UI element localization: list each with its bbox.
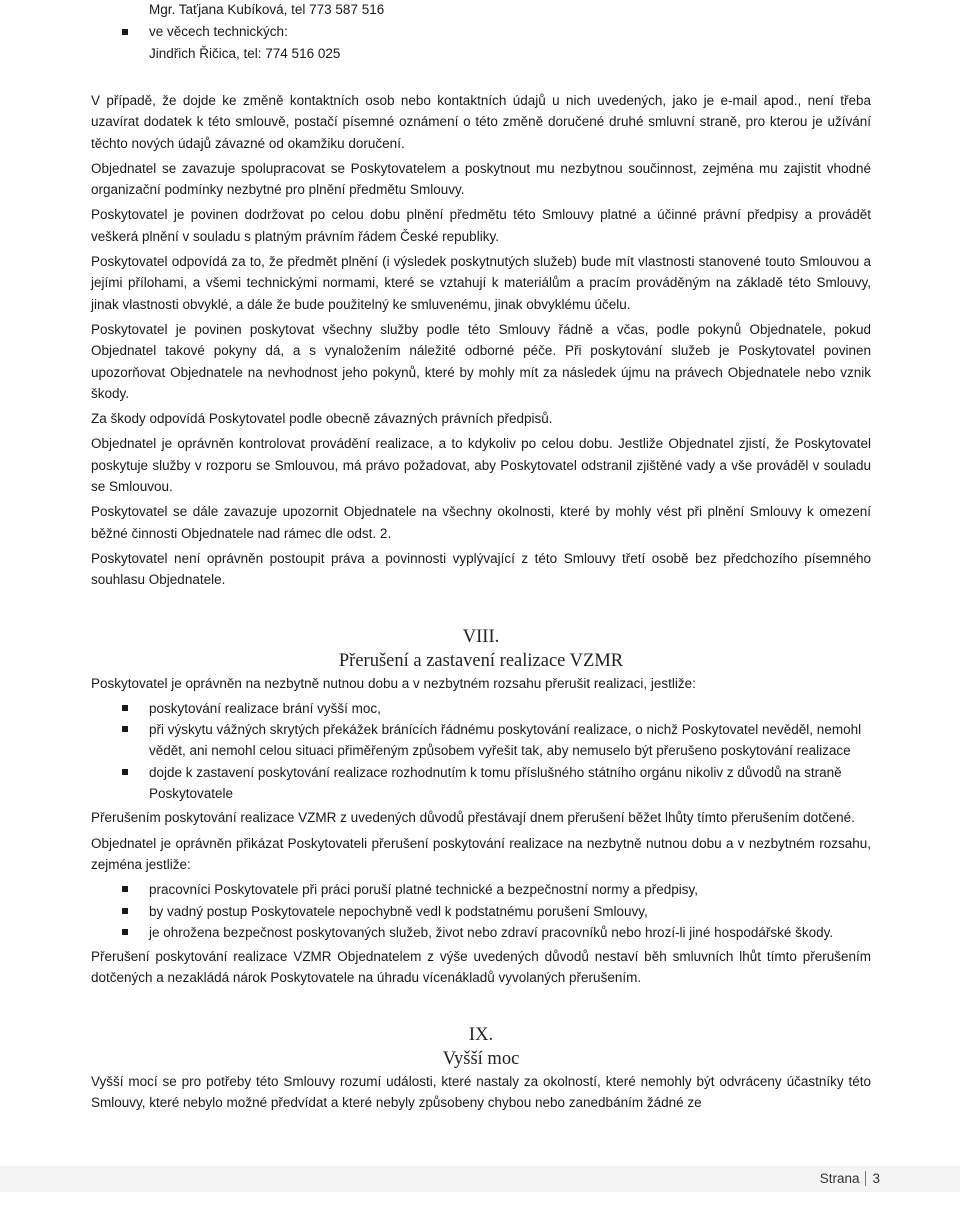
list-item-text: dojde k zastavení poskytování realizace rozhodnutím k tomu příslušného státního orgánu nikoliv z důvodů na straně Poskytovatele [149,764,842,802]
list-item-text: pracovníci Poskytovatele při práci poruší platné technické a bezpečnostní normy a předpisy, [149,882,699,898]
paragraph: V případě, že dojde ke změně kontaktních osob nebo kontaktních údajů u nich uvedených, jako je e-mail apod., není třeba uzavírat dodatek k této smlouvě, postačí písemné oznámení o této změně doručené druhé smluvní straně, pro kterou je užívání těchto nových údajů závazné od okamžiku doručení. [91,93,871,151]
section-number: IX. [468,1024,494,1045]
contact-item [91,0,871,21]
bullet-list [91,879,871,943]
list-item [91,901,871,922]
list-item [91,922,871,943]
list-item-text: poskytování realizace brání vyšší moc, [149,700,381,716]
footer-bar [0,1166,960,1192]
page-label: Strana [819,1171,860,1186]
list-item-text: je ohrožena bezpečnost poskytovaných služeb, život nebo zdraví pracovníků nebo hrozí-li jiné hospodářské škody. [149,924,834,940]
bullet-icon [122,705,128,711]
page-number: 3 [872,1171,880,1186]
paragraph: Poskytovatel se dále zavazuje upozornit Objednatele na všechny okolnosti, které by mohly vést při plnění Smlouvy k omezení běžné činnosti Objednatele nad rámec dle odst. 2. [91,504,871,541]
list-item-text: při výskytu vážných skrytých překážek bránících řádnému poskytování realizace, o nichž Poskytovatel nevěděl, nemohl vědět, ani nemohl celou situaci přiměřeným způsobem vyřešit tak, aby nemuselo být přerušeno poskytování realizace [149,722,862,759]
bullet-list [91,698,871,804]
paragraph: Objednatel je oprávněn kontrolovat provádění realizace, a to kdykoliv po celou dobu. Jestliže Objednatel zjistí, že Poskytovatel poskytuje služby v rozporu se Smlouvou, má právo požadovat, aby Poskytovatel odstranil zjištěné vady a vše prováděl v souladu se Smlouvou. [91,436,871,495]
paragraph: Přerušením poskytování realizace VZMR z uvedených důvodů přestávají dnem přerušení běžet lhůty tímto přerušením dotčené. [91,810,855,826]
contact-item [91,43,871,65]
bullet-icon [122,929,128,935]
list-item-text: by vadný postup Poskytovatele nepochybně vedl k podstatnému porušení Smlouvy, [149,903,648,919]
bullet-icon [122,769,128,775]
list-item [91,879,871,900]
list-item [91,698,871,719]
paragraph: Poskytovatel není oprávněn postoupit práva a povinnosti vyplývající z této Smlouvy třetí osobě bez předchozího písemného souhlasu Objednatele. [91,550,871,588]
footer-divider [865,1171,866,1186]
contact-text: Jindřich Řičica, tel: 774 516 025 [149,46,341,61]
contact-text: Mgr. Taťjana Kubíková, tel 773 587 516 [149,2,385,17]
bullet-icon [122,29,128,35]
paragraph: Poskytovatel je povinen dodržovat po celou dobu plnění předmětu této Smlouvy platné a účinné právní předpisy a provádět veškerá plnění v souladu s platným právním řádem České republiky. [91,207,871,244]
bullet-icon [122,886,128,892]
paragraph: Poskytovatel je oprávněn na nezbytně nutnou dobu a v nezbytném rozsahu přerušit realizaci, jestliže: [91,675,696,691]
list-item [91,719,871,762]
paragraph: Objednatel je oprávněn přikázat Poskytovateli přerušení poskytování realizace na nezbytně nutnou dobu a v nezbytném rozsahu, zejména jestliže: [91,835,871,872]
bullet-icon [122,908,128,914]
list-item [91,762,871,805]
paragraph: Za škody odpovídá Poskytovatel podle obecně závazných právních předpisů. [91,411,553,427]
section-number: VIII. [462,626,500,647]
paragraph: Vyšší mocí se pro potřeby této Smlouvy rozumí události, které nastaly za okolností, které nemohly být odvráceny účastníky této Smlouvy, které nebylo možné předvídat a které nebyly způsobeny chybou nebo zanedbáním žádné ze [91,1073,871,1110]
paragraph: Poskytovatel je povinen poskytovat všechny služby podle této Smlouvy řádně a včas, podle pokynů Objednatele, pokud Objednatel takové pokyny dá, a s vynaložením náležité odborné péče. Při poskytování služeb je Poskytovatel povinen upozorňovat Objednatele na nevhodnost jeho pokynů, které by mohly mít za následek újmu na právech Objednatele nebo vznik škody. [91,321,871,401]
bullet-icon [122,726,128,732]
contact-item [91,21,871,43]
paragraph: Objednatel se zavazuje spolupracovat se Poskytovatelem a poskytnout mu nezbytnou součinnost, zejména mu zajistit vhodné organizační podmínky nezbytné pro plnění předmětu Smlouvy. [91,160,871,198]
page-footer [820,1170,880,1188]
paragraph: Poskytovatel odpovídá za to, že předmět plnění (i výsledek poskytnutých služeb) bude mít vlastnosti stanovené touto Smlouvou a jejími přílohami, a všemi technickými normami, které se vztahují k materiálům a pracím prováděným na základě této Smlouvy, jinak vlastnosti obvyklé, a dále že bude použitelný ke smluvenému, jinak obvyklému účelu. [91,254,871,312]
section-title: Vyšší moc [442,1048,520,1069]
contact-text: ve věcech technických: [149,24,288,39]
section-title: Přerušení a zastavení realizace VZMR [338,650,624,671]
document-content [91,0,871,1117]
paragraph: Přerušení poskytování realizace VZMR Objednatelem z výše uvedených důvodů nestaví běh smluvních lhůt tímto přerušením dotčených a nezakládá nárok Poskytovatele na úhradu vícenákladů vyvolaných přerušením. [91,949,871,986]
contacts-list [91,0,871,65]
